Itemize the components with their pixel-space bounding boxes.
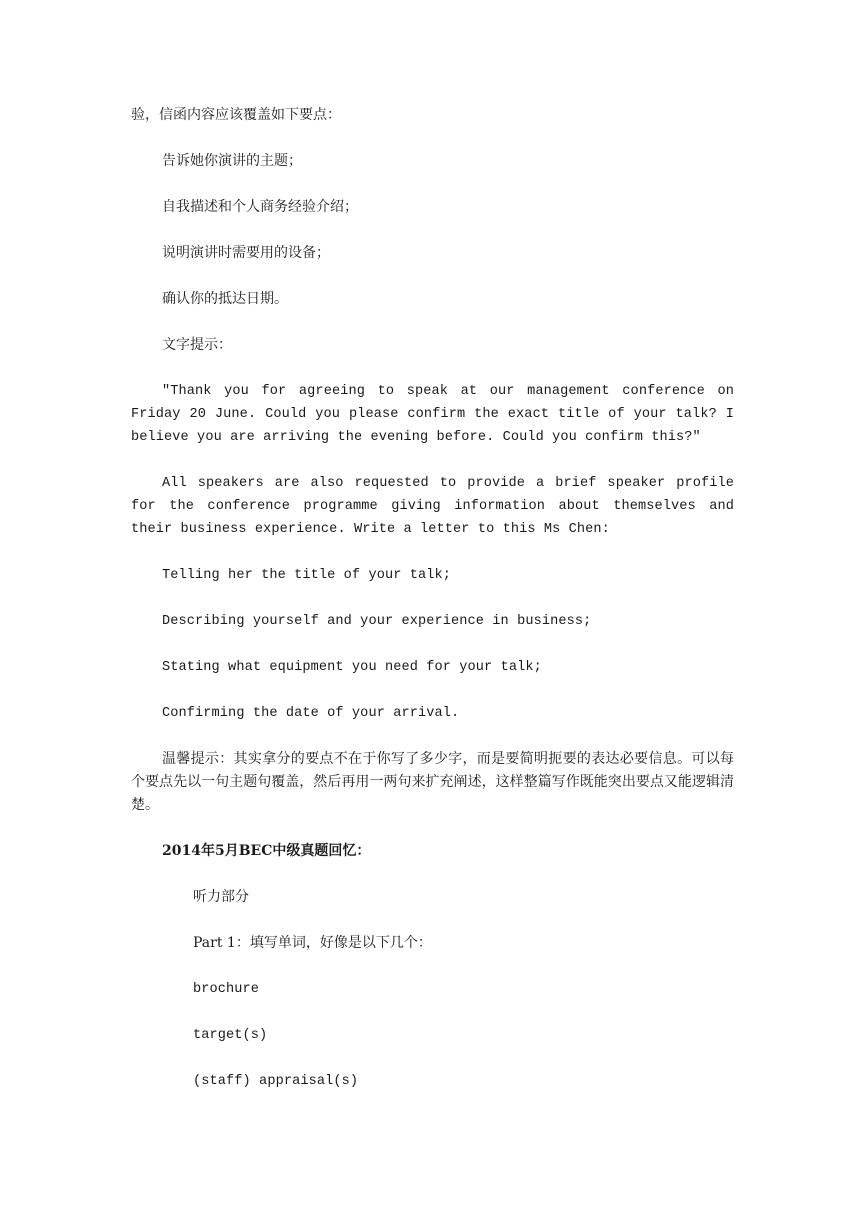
tip-paragraph: 温馨提示：其实拿分的要点不在于你写了多少字，而是要简明扼要的表达必要信息。可以每个要点先以一句主题句覆盖，然后再用一两句来扩充阐述，这样整篇写作既能突出要点又能逻辑清楚。	[131, 751, 734, 813]
text-hint-label: 文字提示：	[162, 337, 232, 353]
word-item-3: (staff) appraisal(s)	[193, 1074, 359, 1089]
point-cn-1: 告诉她你演讲的主题；	[162, 153, 302, 169]
document-page	[131, 104, 734, 1093]
intro-line: 验，信函内容应该覆盖如下要点：	[131, 107, 341, 123]
point-en-2: Describing yourself and your experience in business;	[162, 614, 592, 629]
instructions-paragraph: All speakers are also requested to provide a brief speaker profile for the conference programme giving information about themselves and their business experience. Write a letter to this Ms Chen:	[131, 476, 734, 537]
point-en-3: Stating what equipment you need for your talk;	[162, 660, 542, 675]
point-cn-2: 自我描述和个人商务经验介绍；	[162, 199, 358, 215]
point-en-4: Confirming the date of your arrival.	[162, 706, 460, 721]
point-cn-3: 说明演讲时需要用的设备；	[162, 245, 330, 261]
section-title: 2014年5月BEC中级真题回忆：	[162, 843, 371, 859]
listening-label: 听力部分	[193, 889, 249, 905]
word-item-2: target(s)	[193, 1028, 268, 1043]
word-item-1: brochure	[193, 982, 260, 997]
part1-label: Part 1：填写单词，好像是以下几个：	[193, 935, 432, 951]
point-en-1: Telling her the title of your talk;	[162, 568, 452, 583]
quote-paragraph: "Thank you for agreeing to speak at our management conference on Friday 20 June. Could you please confirm the exact title of your talk? I believe you are arriving the evening before. Could you confirm this?"	[131, 384, 734, 445]
point-cn-4: 确认你的抵达日期。	[162, 291, 288, 307]
